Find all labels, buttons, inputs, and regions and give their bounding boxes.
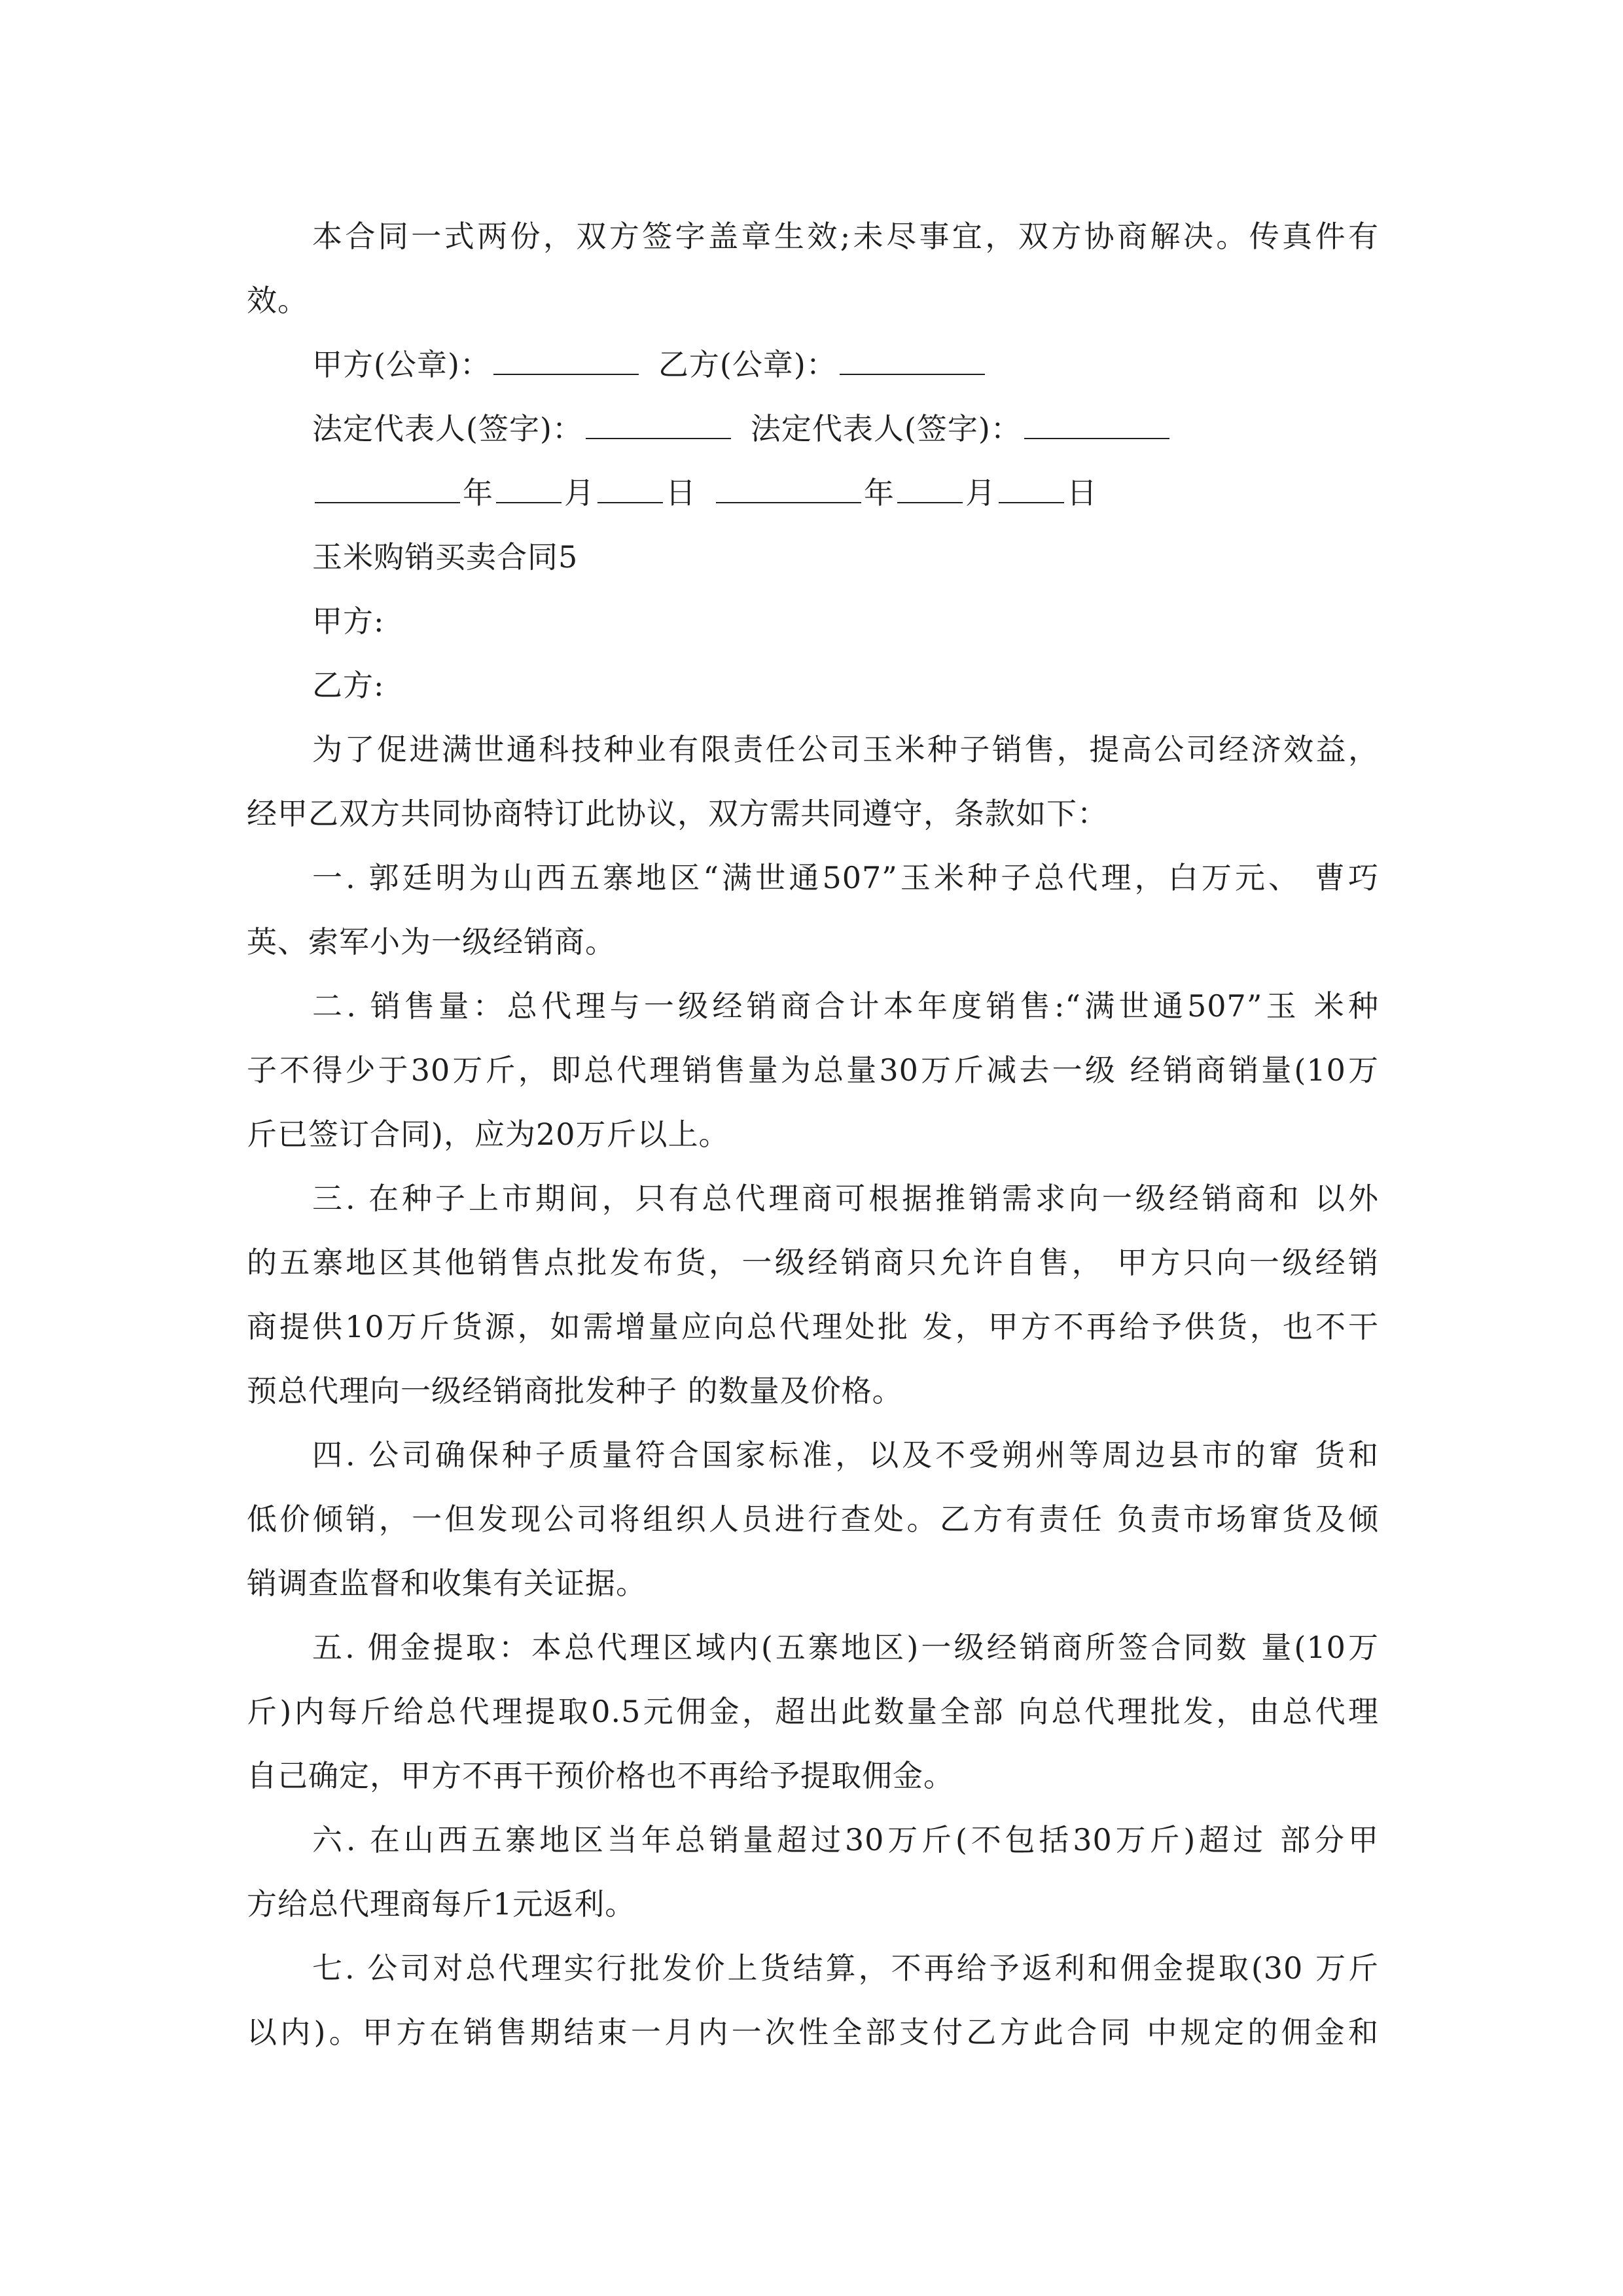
clause-3-line-3: 商提供10万斤货源，如需增量应向总代理处批 发，甲方不再给予供货，也不干 — [247, 1309, 1379, 1344]
clause-3-line-2: 的五寨地区其他销售点批发布货，一级经销商只允许自售， 甲方只向一级经销 — [247, 1245, 1379, 1280]
clause-6-line-1: 六. 在山西五寨地区当年总销量超过30万斤(不包括30万斤)超过 部分甲 — [312, 1822, 1379, 1857]
party-b-seal-blank — [840, 344, 985, 375]
clause-5-line-3: 自己确定，甲方不再干预价格也不再给予提取佣金。 — [247, 1758, 954, 1793]
date-a-month-label: 月 — [564, 475, 595, 511]
party-a-seal-blank — [493, 344, 639, 375]
clause-4-line-3: 销调查监督和收集有关证据。 — [247, 1566, 647, 1601]
date-a-day-label: 日 — [666, 475, 696, 511]
date-b-day-label: 日 — [1067, 475, 1097, 511]
party-a-seal-label: 甲方(公章)： — [312, 347, 491, 382]
rep-a-label: 法定代表人(签字)： — [312, 411, 583, 446]
date-line — [247, 461, 1379, 525]
intro-line-2: 经甲乙双方共同协商特订此协议，双方需共同遵守，条款如下： — [247, 796, 1108, 831]
date-b-month-label: 月 — [965, 475, 996, 511]
clause-2-line-2: 子不得少于30万斤，即总代理销售量为总量30万斤减去一级 经销商销量(10万 — [247, 1052, 1379, 1088]
clause-1-line-2: 英、索军小为一级经销商。 — [247, 924, 616, 960]
date-a-year-blank — [315, 472, 460, 503]
date-a-day-blank — [597, 472, 663, 503]
date-b-year-blank — [716, 472, 861, 503]
clause-2-line-3: 斤已签订合同)，应为20万斤以上。 — [247, 1117, 730, 1152]
date-b-year-label: 年 — [864, 475, 895, 511]
document-body — [247, 204, 1379, 2064]
clause-7-line-1: 七. 公司对总代理实行批发价上货结算，不再给予返利和佣金提取(30 万斤 — [312, 1950, 1379, 1986]
clause-5-line-1: 五. 佣金提取：本总代理区域内(五寨地区)一级经销商所签合同数 量(10万 — [312, 1630, 1379, 1665]
closing-clause-line-1: 本合同一式两份，双方签字盖章生效;未尽事宜，双方协商解决。传真件有 — [312, 219, 1379, 254]
closing-clause-line-2: 效。 — [247, 283, 308, 318]
clause-1-line-1: 一. 郭廷明为山西五寨地区“满世通507”玉米种子总代理，白万元、 曹巧 — [312, 860, 1379, 895]
clause-4-line-2: 低价倾销，一但发现公司将组织人员进行查处。乙方有责任 负责市场窜货及倾 — [247, 1501, 1379, 1537]
rep-a-blank — [586, 408, 731, 439]
clause-6-line-2: 方给总代理商每斤1元返利。 — [247, 1886, 636, 1922]
clause-5-line-2: 斤)内每斤给总代理提取0.5元佣金，超出此数量全部 向总代理批发，由总代理 — [247, 1694, 1379, 1729]
date-b-day-blank — [999, 472, 1064, 503]
seal-line — [247, 332, 1379, 397]
party-b-line: 乙方: — [312, 668, 385, 703]
representative-line — [247, 397, 1379, 461]
date-b-month-blank — [897, 472, 963, 503]
clause-3-line-4: 预总代理向一级经销商批发种子 的数量及价格。 — [247, 1373, 903, 1408]
intro-line-1: 为了促进满世通科技种业有限责任公司玉米种子销售，提高公司经济效益， — [312, 732, 1379, 767]
party-a-line: 甲方: — [312, 603, 385, 639]
clause-7-line-2: 以内)。甲方在销售期结束一月内一次性全部支付乙方此合同 中规定的佣金和 — [247, 2015, 1379, 2050]
rep-b-label: 法定代表人(签字)： — [750, 411, 1022, 446]
date-a-month-blank — [496, 472, 562, 503]
contract-title: 玉米购销买卖合同5 — [312, 539, 579, 575]
clause-2-line-1: 二. 销售量：总代理与一级经销商合计本年度销售:“满世通507”玉 米种 — [312, 988, 1379, 1024]
clause-3-line-1: 三. 在种子上市期间，只有总代理商可根据推销需求向一级经销商和 以外 — [312, 1181, 1379, 1216]
party-b-seal-label: 乙方(公章)： — [658, 347, 837, 382]
date-a-year-label: 年 — [463, 475, 493, 511]
clause-4-line-1: 四. 公司确保种子质量符合国家标准，以及不受朔州等周边县市的窜 货和 — [312, 1437, 1379, 1473]
rep-b-blank — [1024, 408, 1169, 439]
